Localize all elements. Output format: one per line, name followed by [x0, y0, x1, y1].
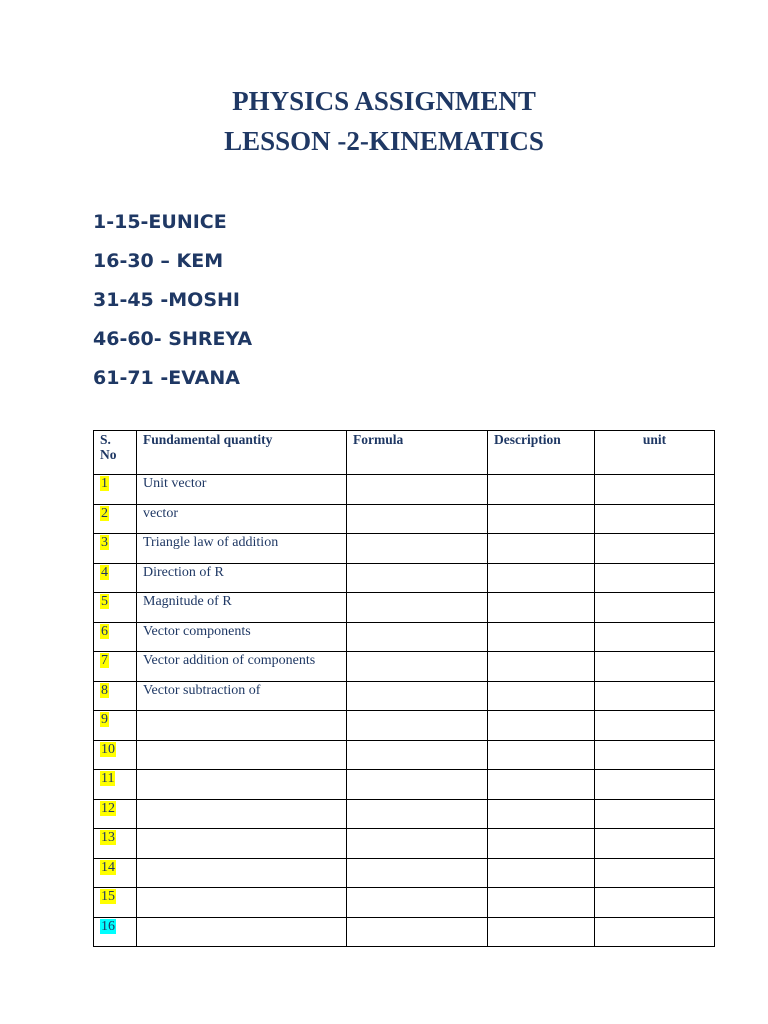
row-number: 3 [101, 535, 108, 550]
row-number: 5 [101, 594, 108, 609]
table-row [94, 593, 715, 623]
cell-description[interactable] [488, 652, 595, 682]
header-sno-line1: S. [100, 432, 111, 447]
row-number: 8 [101, 682, 108, 698]
cell-formula[interactable] [347, 858, 488, 888]
row-number: 10 [101, 741, 115, 757]
cell-description[interactable] [488, 504, 595, 534]
table-row [94, 711, 715, 741]
cell-unit[interactable] [595, 681, 715, 711]
cell-description[interactable] [488, 799, 595, 829]
cell-unit[interactable] [595, 504, 715, 534]
table-header-row [94, 431, 715, 475]
cell-formula[interactable] [347, 799, 488, 829]
cell-formula[interactable] [347, 475, 488, 505]
cell-quantity[interactable]: Magnitude of R [137, 593, 347, 623]
cell-quantity[interactable]: Direction of R [137, 563, 347, 593]
row-number: 13 [101, 830, 115, 845]
group-item: 61-71 -EVANA [93, 367, 240, 389]
document-title: PHYSICS ASSIGNMENT [232, 86, 536, 116]
table-row [94, 799, 715, 829]
cell-formula[interactable] [347, 917, 488, 947]
cell-quantity[interactable] [137, 770, 347, 800]
cell-unit[interactable] [595, 622, 715, 652]
cell-quantity[interactable] [137, 711, 347, 741]
cell-description[interactable] [488, 829, 595, 859]
table-row [94, 829, 715, 859]
cell-formula[interactable] [347, 534, 488, 564]
cell-formula[interactable] [347, 681, 488, 711]
cell-quantity[interactable] [137, 829, 347, 859]
cell-quantity[interactable]: Vector addition of components [137, 652, 347, 682]
cell-unit[interactable] [595, 888, 715, 918]
cell-formula[interactable] [347, 504, 488, 534]
cell-unit[interactable] [595, 711, 715, 741]
cell-sno [94, 829, 137, 859]
cell-formula[interactable] [347, 652, 488, 682]
row-number: 2 [101, 505, 108, 521]
row-number: 16 [101, 918, 115, 934]
cell-sno [94, 534, 137, 564]
cell-formula[interactable] [347, 740, 488, 770]
cell-description[interactable] [488, 740, 595, 770]
cell-formula[interactable] [347, 563, 488, 593]
table-row [94, 475, 715, 505]
cell-description[interactable] [488, 475, 595, 505]
cell-sno [94, 770, 137, 800]
cell-sno [94, 593, 137, 623]
cell-description[interactable] [488, 711, 595, 741]
row-number: 15 [101, 889, 115, 904]
cell-unit[interactable] [595, 858, 715, 888]
row-number: 11 [101, 771, 115, 786]
table-row [94, 858, 715, 888]
cell-sno [94, 504, 137, 534]
cell-unit[interactable] [595, 652, 715, 682]
cell-description[interactable] [488, 917, 595, 947]
table-row [94, 563, 715, 593]
cell-sno [94, 652, 137, 682]
cell-formula[interactable] [347, 829, 488, 859]
table-row [94, 770, 715, 800]
row-number: 6 [101, 623, 108, 639]
cell-quantity[interactable]: Unit vector [137, 475, 347, 505]
cell-quantity[interactable]: vector [137, 504, 347, 534]
cell-unit[interactable] [595, 829, 715, 859]
group-item: 1-15-EUNICE [93, 211, 227, 233]
cell-quantity[interactable]: Triangle law of addition [137, 534, 347, 564]
header-sno [94, 431, 137, 475]
cell-quantity[interactable] [137, 740, 347, 770]
cell-quantity[interactable]: Vector subtraction of [137, 681, 347, 711]
group-item: 16-30 – KEM [93, 250, 224, 272]
header-description: Description [488, 431, 595, 475]
table-row [94, 652, 715, 682]
cell-quantity[interactable] [137, 888, 347, 918]
table-row [94, 622, 715, 652]
cell-description[interactable] [488, 770, 595, 800]
table-row [94, 681, 715, 711]
cell-description[interactable] [488, 858, 595, 888]
row-number: 4 [101, 564, 108, 580]
cell-sno [94, 858, 137, 888]
row-number: 7 [101, 653, 108, 668]
cell-unit[interactable] [595, 770, 715, 800]
cell-description[interactable] [488, 622, 595, 652]
table-row [94, 504, 715, 534]
table-row [94, 534, 715, 564]
cell-formula[interactable] [347, 888, 488, 918]
cell-sno [94, 563, 137, 593]
cell-sno [94, 799, 137, 829]
cell-description[interactable] [488, 534, 595, 564]
group-item: 31-45 -MOSHI [93, 289, 240, 311]
table-row [94, 888, 715, 918]
cell-unit[interactable] [595, 740, 715, 770]
cell-unit[interactable] [595, 534, 715, 564]
table-body [94, 475, 715, 947]
cell-sno [94, 740, 137, 770]
cell-quantity[interactable]: Vector components [137, 622, 347, 652]
cell-description[interactable] [488, 563, 595, 593]
group-item: 46-60- SHREYA [93, 328, 253, 350]
cell-quantity[interactable] [137, 917, 347, 947]
cell-formula[interactable] [347, 711, 488, 741]
header-fundamental-quantity: Fundamental quantity [137, 431, 347, 475]
cell-sno [94, 475, 137, 505]
cell-formula[interactable] [347, 593, 488, 623]
cell-unit[interactable] [595, 917, 715, 947]
row-number: 1 [101, 476, 108, 491]
assignment-table [93, 430, 715, 947]
table-row [94, 917, 715, 947]
cell-description[interactable] [488, 593, 595, 623]
cell-formula[interactable] [347, 622, 488, 652]
cell-sno [94, 711, 137, 741]
cell-unit[interactable] [595, 475, 715, 505]
header-unit: unit [595, 431, 715, 475]
cell-description[interactable] [488, 681, 595, 711]
row-number: 9 [101, 712, 108, 727]
cell-sno [94, 917, 137, 947]
document-subtitle: LESSON -2-KINEMATICS [224, 126, 544, 156]
cell-formula[interactable] [347, 770, 488, 800]
row-number: 12 [101, 800, 115, 816]
cell-unit[interactable] [595, 593, 715, 623]
row-number: 14 [101, 859, 115, 875]
cell-sno [94, 888, 137, 918]
cell-quantity[interactable] [137, 858, 347, 888]
cell-sno [94, 681, 137, 711]
cell-unit[interactable] [595, 563, 715, 593]
cell-unit[interactable] [595, 799, 715, 829]
cell-quantity[interactable] [137, 799, 347, 829]
group-assignment-list [93, 209, 252, 404]
header-formula: Formula [347, 431, 488, 475]
header-sno-line2: No [100, 447, 117, 462]
cell-description[interactable] [488, 888, 595, 918]
table-row [94, 740, 715, 770]
cell-sno [94, 622, 137, 652]
